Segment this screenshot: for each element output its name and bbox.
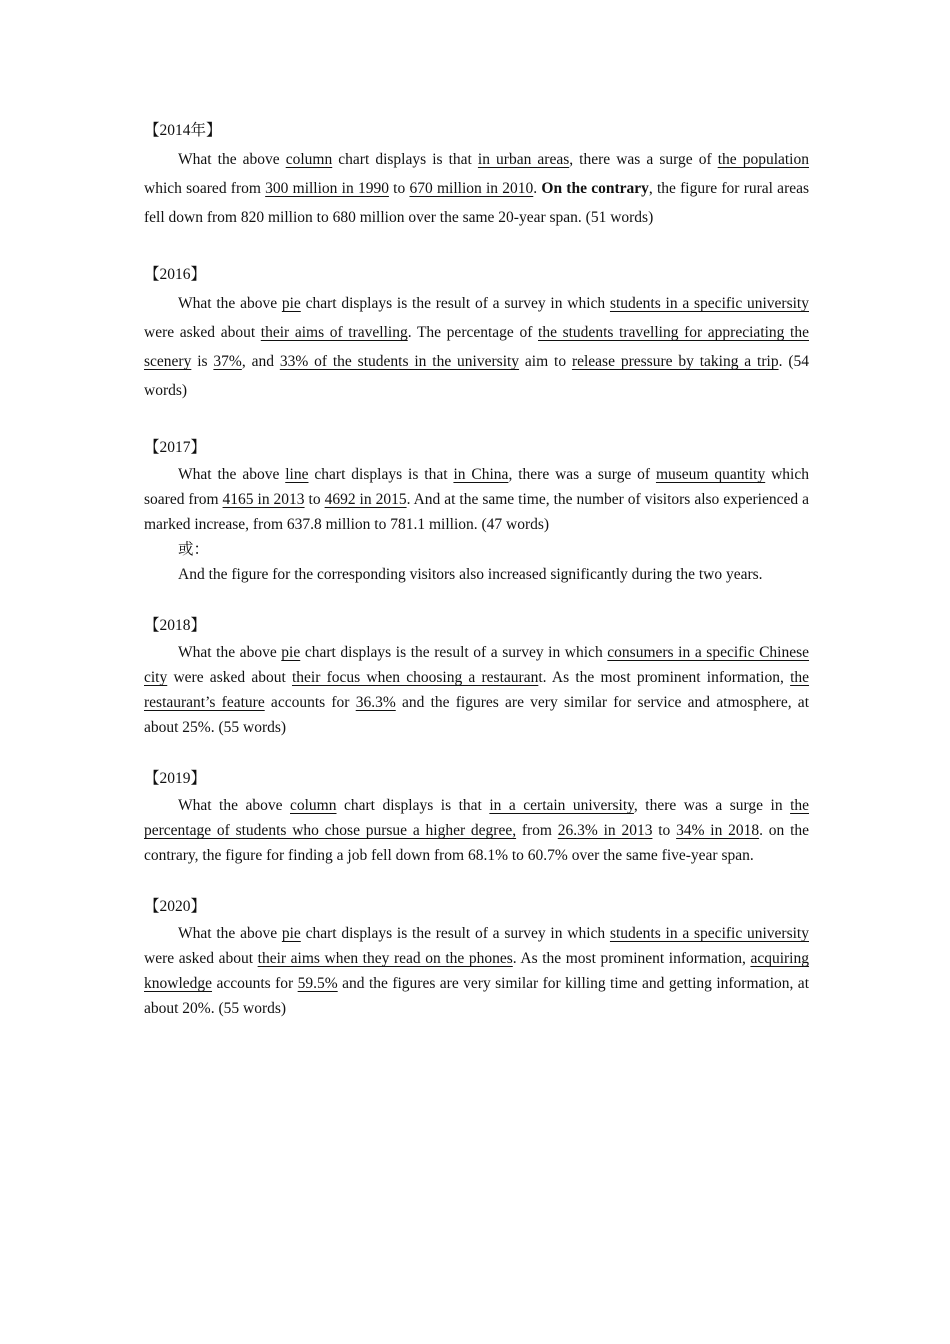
text-run: What the above xyxy=(178,466,286,483)
underlined-phrase: 37% xyxy=(213,353,242,370)
section-heading: 【2019】 xyxy=(144,770,207,787)
underlined-phrase: the population xyxy=(717,151,809,168)
alternative-label: 或： xyxy=(178,541,210,558)
text-run: to xyxy=(388,180,410,197)
section-2014 xyxy=(144,116,809,232)
underlined-phrase: 59.5% xyxy=(297,975,338,992)
text-run: were asked about xyxy=(167,669,292,686)
text-run: . As the most prominent information, xyxy=(512,950,751,967)
text-run: . xyxy=(533,180,542,197)
text-run: , there was a surge in xyxy=(633,797,791,814)
text-run: What the above xyxy=(178,925,282,942)
underlined-phrase: students in a specific university xyxy=(609,295,809,312)
section-paragraph xyxy=(144,793,809,868)
document-page xyxy=(144,116,809,1021)
underlined-phrase: in China xyxy=(453,466,509,483)
text-run: , there was a surge of xyxy=(569,151,718,168)
text-run: were asked about xyxy=(144,950,258,967)
section-heading: 【2014年】 xyxy=(144,122,222,139)
underlined-phrase: students in a specific university xyxy=(609,925,809,942)
text-run: . And at the same time, the number of visitors also experienced a marked increase, from 637.8 million to 781.1 million. (47 words) xyxy=(144,491,809,533)
underlined-phrase: 4692 in 2015 xyxy=(324,491,407,508)
underlined-phrase: in urban areas xyxy=(477,151,570,168)
underlined-phrase: line xyxy=(285,466,309,483)
underlined-phrase: 4165 in 2013 xyxy=(222,491,305,508)
section-2017 xyxy=(144,433,809,587)
text-run: , the figure for rural areas fell down from 820 million to 680 million over the same 20-year span. (51 words) xyxy=(144,180,810,226)
underlined-phrase: the restaurant’s feature xyxy=(144,669,810,711)
section-paragraph xyxy=(144,289,809,405)
underlined-phrase: 26.3% in 2013 xyxy=(557,822,653,839)
underlined-phrase: 36.3% xyxy=(355,694,396,711)
text-run: What the above xyxy=(178,644,282,661)
text-run: chart displays is that xyxy=(332,151,478,168)
text-run: chart displays is the result of a survey in which xyxy=(300,925,610,942)
text-run: from xyxy=(516,822,558,839)
text-run: , and xyxy=(241,353,280,370)
underlined-phrase: the percentage of students who chose pursue a higher degree, xyxy=(144,797,810,839)
underlined-phrase: 33% of the students in the university xyxy=(279,353,520,370)
underlined-phrase: pie xyxy=(281,295,301,312)
text-run: What the above xyxy=(178,151,286,168)
alternative-paragraph: And the figure for the corresponding visitors also increased significantly during the two years. xyxy=(178,566,763,583)
text-run: aim to xyxy=(519,353,572,370)
underlined-phrase: 34% in 2018 xyxy=(676,822,760,839)
text-run: chart displays is that xyxy=(308,466,454,483)
underlined-phrase: pie xyxy=(281,644,301,661)
text-run: . The percentage of xyxy=(407,324,539,341)
text-run: chart displays is that xyxy=(336,797,490,814)
text-run: What the above xyxy=(178,295,282,312)
section-2020 xyxy=(144,892,809,1021)
text-run: is xyxy=(191,353,214,370)
text-run: chart displays is the result of a survey in which xyxy=(300,295,610,312)
underlined-phrase: acquiring knowledge xyxy=(144,950,809,992)
text-run: accounts for xyxy=(212,975,298,992)
text-run: were asked about xyxy=(144,324,261,341)
underlined-phrase: consumers in a specific Chinese city xyxy=(144,644,810,686)
section-2019 xyxy=(144,764,809,868)
text-run: and the figures are very similar for killing time and getting information, at about 20%. (55 words) xyxy=(144,975,809,1017)
text-run: chart displays is the result of a survey in which xyxy=(300,644,608,661)
underlined-phrase: their aims of travelling xyxy=(260,324,408,341)
underlined-phrase: museum quantity xyxy=(655,466,766,483)
underlined-phrase: their focus when choosing a restauran xyxy=(292,669,539,686)
underlined-phrase: column xyxy=(285,151,333,168)
underlined-phrase: in a certain university xyxy=(489,797,634,814)
text-run: . (54 words) xyxy=(144,353,809,399)
text-run: which soared from xyxy=(144,180,266,197)
underlined-phrase: column xyxy=(290,797,337,814)
section-2018 xyxy=(144,611,809,740)
underlined-phrase: the students travelling for appreciating the scenery xyxy=(144,324,809,370)
section-paragraph xyxy=(144,640,809,740)
section-paragraph xyxy=(144,921,809,1021)
underlined-phrase: release pressure by taking a trip xyxy=(571,353,779,370)
underlined-phrase: pie xyxy=(281,925,301,942)
text-run: What the above xyxy=(178,797,290,814)
section-heading: 【2016】 xyxy=(144,266,207,283)
underlined-phrase: their aims when they read on the phones xyxy=(257,950,513,967)
text-run: and the figures are very similar for service and atmosphere, at about 25%. (55 words) xyxy=(144,694,809,736)
section-heading: 【2017】 xyxy=(144,439,207,456)
section-2016 xyxy=(144,260,809,405)
section-paragraph xyxy=(144,145,809,232)
text-run: to xyxy=(304,491,325,508)
text-run: t. As the most prominent information, xyxy=(538,669,791,686)
underlined-phrase: 670 million in 2010 xyxy=(409,180,534,197)
bold-phrase: On the contrary xyxy=(541,180,649,197)
text-run: to xyxy=(652,822,677,839)
text-run: which soared from xyxy=(144,466,809,508)
text-run: . on the contrary, the figure for finding a job fell down from 68.1% to 60.7% over the same five-year span. xyxy=(144,822,810,864)
underlined-phrase: 300 million in 1990 xyxy=(265,180,389,197)
text-run: , there was a surge of xyxy=(508,466,656,483)
section-heading: 【2018】 xyxy=(144,617,207,634)
section-heading: 【2020】 xyxy=(144,898,207,915)
section-paragraph xyxy=(144,462,809,537)
text-run: accounts for xyxy=(264,694,356,711)
